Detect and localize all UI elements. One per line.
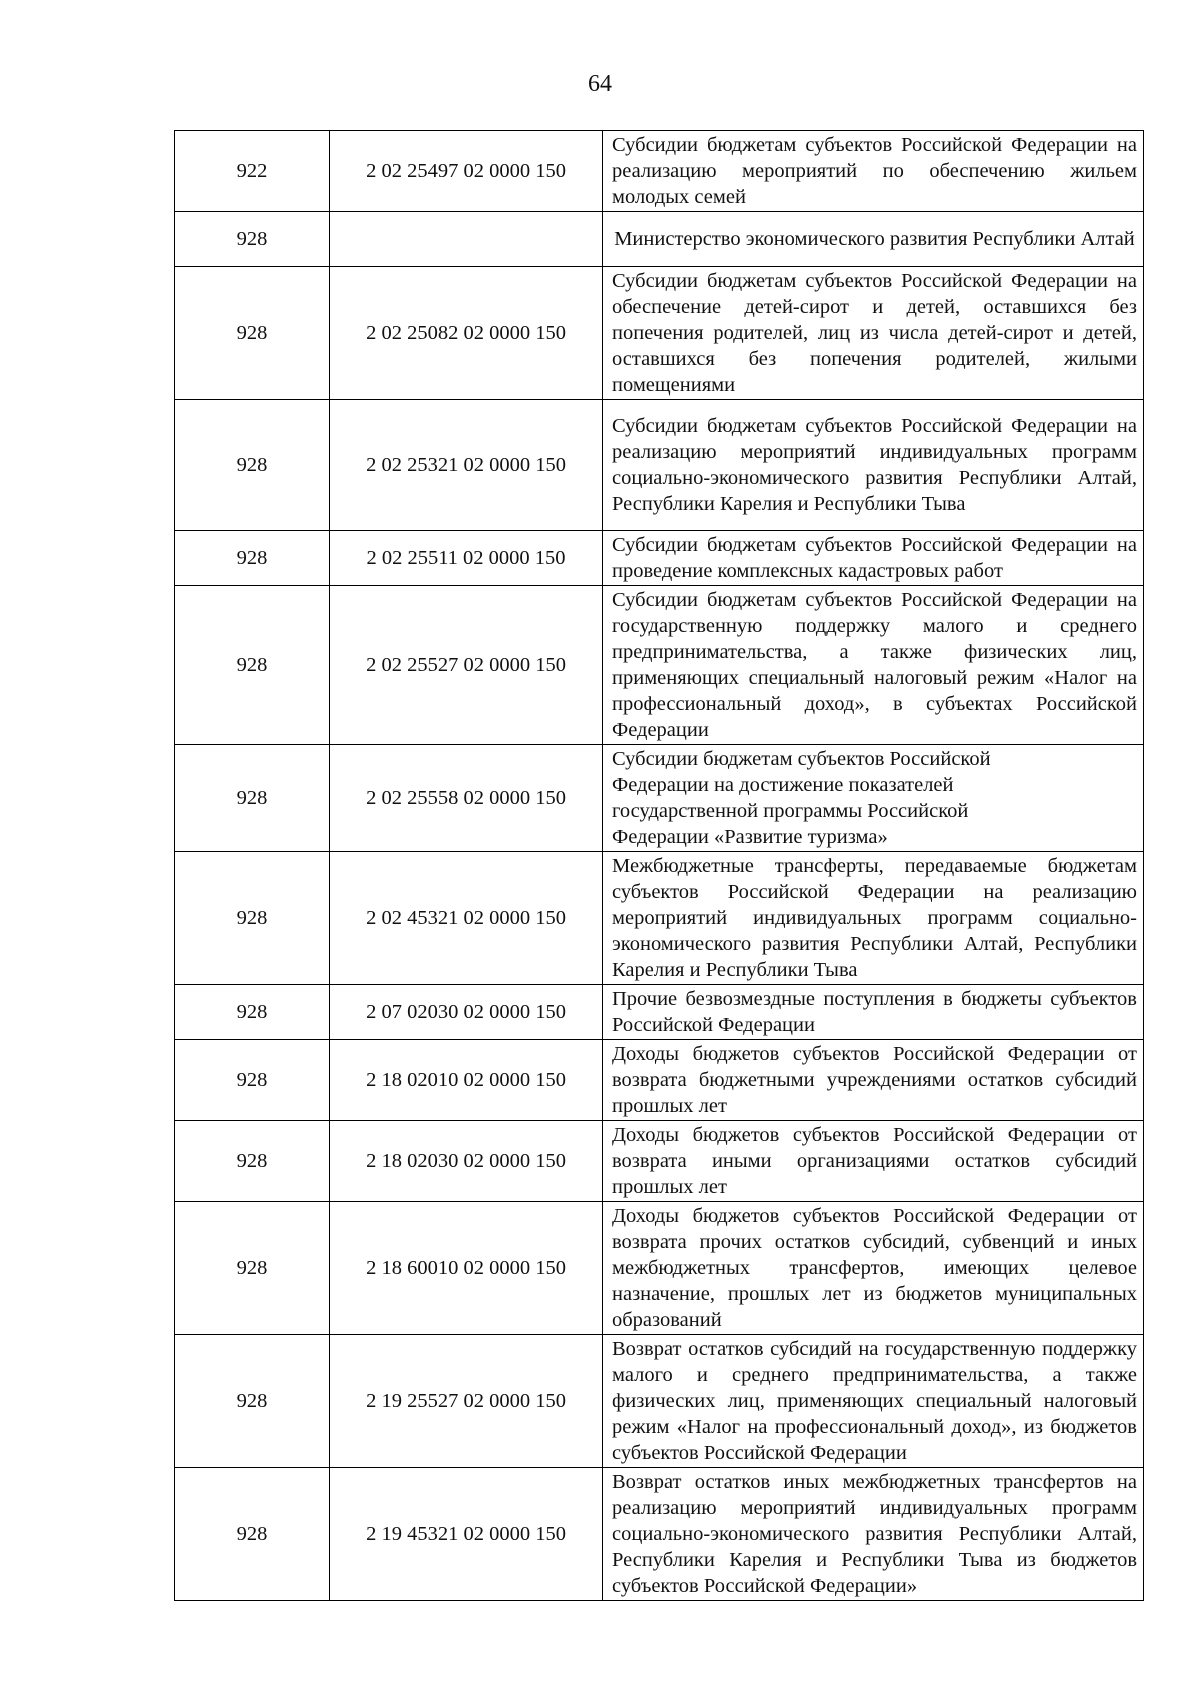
admin-code-cell: 922 <box>175 131 330 212</box>
admin-code-cell: 928 <box>175 400 330 531</box>
budget-code-cell: 2 18 02030 02 0000 150 <box>330 1121 603 1202</box>
admin-code-cell: 928 <box>175 1335 330 1468</box>
revenue-name-cell: Субсидии бюджетам субъектов Российской Федерации на обеспечение детей-сирот и детей, оставшихся без попечения родителей, лиц из числа детей-сирот и детей, оставшихся без попечения родителей, жилыми помещениями <box>603 267 1144 400</box>
revenue-name-cell: Субсидии бюджетам субъектов Российской Федерации на реализацию мероприятий по обеспечению жильем молодых семей <box>603 131 1144 212</box>
budget-code-cell: 2 18 02010 02 0000 150 <box>330 1040 603 1121</box>
admin-code-cell: 928 <box>175 745 330 852</box>
revenue-name-cell: Прочие безвозмездные поступления в бюджеты субъектов Российской Федерации <box>603 985 1144 1040</box>
budget-code-cell: 2 02 25558 02 0000 150 <box>330 745 603 852</box>
table-row <box>175 1121 1144 1202</box>
table-row <box>175 745 1144 852</box>
table-row <box>175 1040 1144 1121</box>
revenue-name-cell <box>603 745 1144 852</box>
budget-code-cell: 2 02 25497 02 0000 150 <box>330 131 603 212</box>
revenue-name-cell: Доходы бюджетов субъектов Российской Федерации от возврата иными организациями остатков субсидий прошлых лет <box>603 1121 1144 1202</box>
table-row <box>175 131 1144 212</box>
admin-code-cell: 928 <box>175 267 330 400</box>
budget-code-cell: 2 19 45321 02 0000 150 <box>330 1468 603 1601</box>
admin-code-cell: 928 <box>175 586 330 745</box>
revenue-name-cell: Субсидии бюджетам субъектов Российской Федерации на реализацию мероприятий индивидуальных программ социально-экономического развития Республики Алтай, Республики Карелия и Республики Тыва <box>603 400 1144 531</box>
admin-code-cell: 928 <box>175 212 330 267</box>
budget-code-cell <box>330 212 603 267</box>
budget-code-cell: 2 02 25511 02 0000 150 <box>330 531 603 586</box>
budget-code-cell: 2 02 25527 02 0000 150 <box>330 586 603 745</box>
table-row <box>175 400 1144 531</box>
table-row <box>175 1202 1144 1335</box>
admin-code-cell: 928 <box>175 1121 330 1202</box>
table-row <box>175 985 1144 1040</box>
budget-code-cell: 2 18 60010 02 0000 150 <box>330 1202 603 1335</box>
budget-code-cell: 2 02 45321 02 0000 150 <box>330 852 603 985</box>
table-row <box>175 212 1144 267</box>
table-row <box>175 1468 1144 1601</box>
revenue-name-cell: Субсидии бюджетам субъектов Российской Федерации на проведение комплексных кадастровых работ <box>603 531 1144 586</box>
budget-code-cell: 2 02 25321 02 0000 150 <box>330 400 603 531</box>
revenue-name-cell: Субсидии бюджетам субъектов Российской Федерации на государственную поддержку малого и среднего предпринимательства, а также физических лиц, применяющих специальный налоговый режим «Налог на профессиональный доход», в субъектах Российской Федерации <box>603 586 1144 745</box>
table-row <box>175 267 1144 400</box>
table-row <box>175 1335 1144 1468</box>
revenue-name-cell: Доходы бюджетов субъектов Российской Федерации от возврата прочих остатков субсидий, субвенций и иных межбюджетных трансфертов, имеющих целевое назначение, прошлых лет из бюджетов муниципальных образований <box>603 1202 1144 1335</box>
budget-code-cell: 2 19 25527 02 0000 150 <box>330 1335 603 1468</box>
ministry-name-cell: Министерство экономического развития Республики Алтай <box>603 212 1144 267</box>
revenue-name-cell: Возврат остатков иных межбюджетных трансфертов на реализацию мероприятий индивидуальных программ социально-экономического развития Республики Алтай, Республики Карелия и Республики Тыва из бюджетов субъектов Российской Федерации» <box>603 1468 1144 1601</box>
admin-code-cell: 928 <box>175 1040 330 1121</box>
revenue-name-cell: Межбюджетные трансферты, передаваемые бюджетам субъектов Российской Федерации на реализацию мероприятий индивидуальных программ социально-экономического развития Республики Алтай, Республики Карелия и Республики Тыва <box>603 852 1144 985</box>
budget-code-cell: 2 07 02030 02 0000 150 <box>330 985 603 1040</box>
revenue-name-text: Субсидии бюджетам субъектов Российской Федерации на достижение показателей государственной программы Российской Федерации «Развитие туризма» <box>612 748 991 848</box>
page-number: 64 <box>588 71 612 97</box>
table-row <box>175 586 1144 745</box>
budget-code-cell: 2 02 25082 02 0000 150 <box>330 267 603 400</box>
table-row <box>175 531 1144 586</box>
table-row <box>175 852 1144 985</box>
budget-revenue-table <box>174 130 1144 1601</box>
revenue-name-cell: Возврат остатков субсидий на государственную поддержку малого и среднего предпринимательства, а также физических лиц, применяющих специальный налоговый режим «Налог на профессиональный доход», из бюджетов субъектов Российской Федерации <box>603 1335 1144 1468</box>
admin-code-cell: 928 <box>175 852 330 985</box>
admin-code-cell: 928 <box>175 1468 330 1601</box>
admin-code-cell: 928 <box>175 1202 330 1335</box>
admin-code-cell: 928 <box>175 985 330 1040</box>
admin-code-cell: 928 <box>175 531 330 586</box>
revenue-name-cell: Доходы бюджетов субъектов Российской Федерации от возврата бюджетными учреждениями остатков субсидий прошлых лет <box>603 1040 1144 1121</box>
